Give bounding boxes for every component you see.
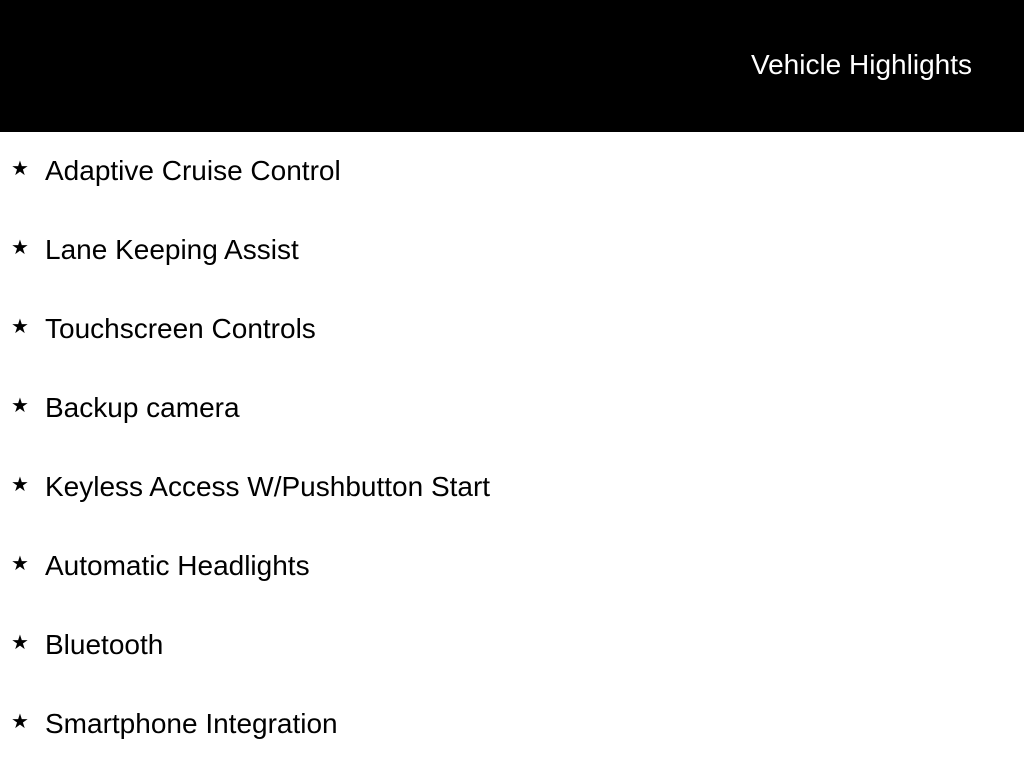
highlight-label: Adaptive Cruise Control [45,155,341,186]
star-icon: ★ [11,314,29,338]
highlights-list [0,132,1024,764]
page-title: Vehicle Highlights [750,49,972,80]
highlight-label: Backup camera [45,392,240,423]
list-item [0,606,1024,685]
list-item [0,685,1024,764]
list-item [0,369,1024,448]
star-icon: ★ [11,156,29,180]
header-bar [0,0,1024,132]
highlight-label: Lane Keeping Assist [45,234,299,265]
list-item [0,290,1024,369]
highlight-label: Bluetooth [45,629,164,660]
star-icon: ★ [11,709,29,733]
highlight-label: Touchscreen Controls [45,313,316,344]
star-icon: ★ [11,472,29,496]
highlight-label: Automatic Headlights [45,550,310,581]
highlight-label: Keyless Access W/Pushbutton Start [45,471,491,502]
list-item [0,527,1024,606]
list-item [0,448,1024,527]
star-icon: ★ [11,393,29,417]
star-icon: ★ [11,630,29,654]
star-icon: ★ [11,235,29,259]
list-item [0,132,1024,211]
list-item [0,211,1024,290]
star-icon: ★ [11,551,29,575]
highlight-label: Smartphone Integration [45,708,338,739]
